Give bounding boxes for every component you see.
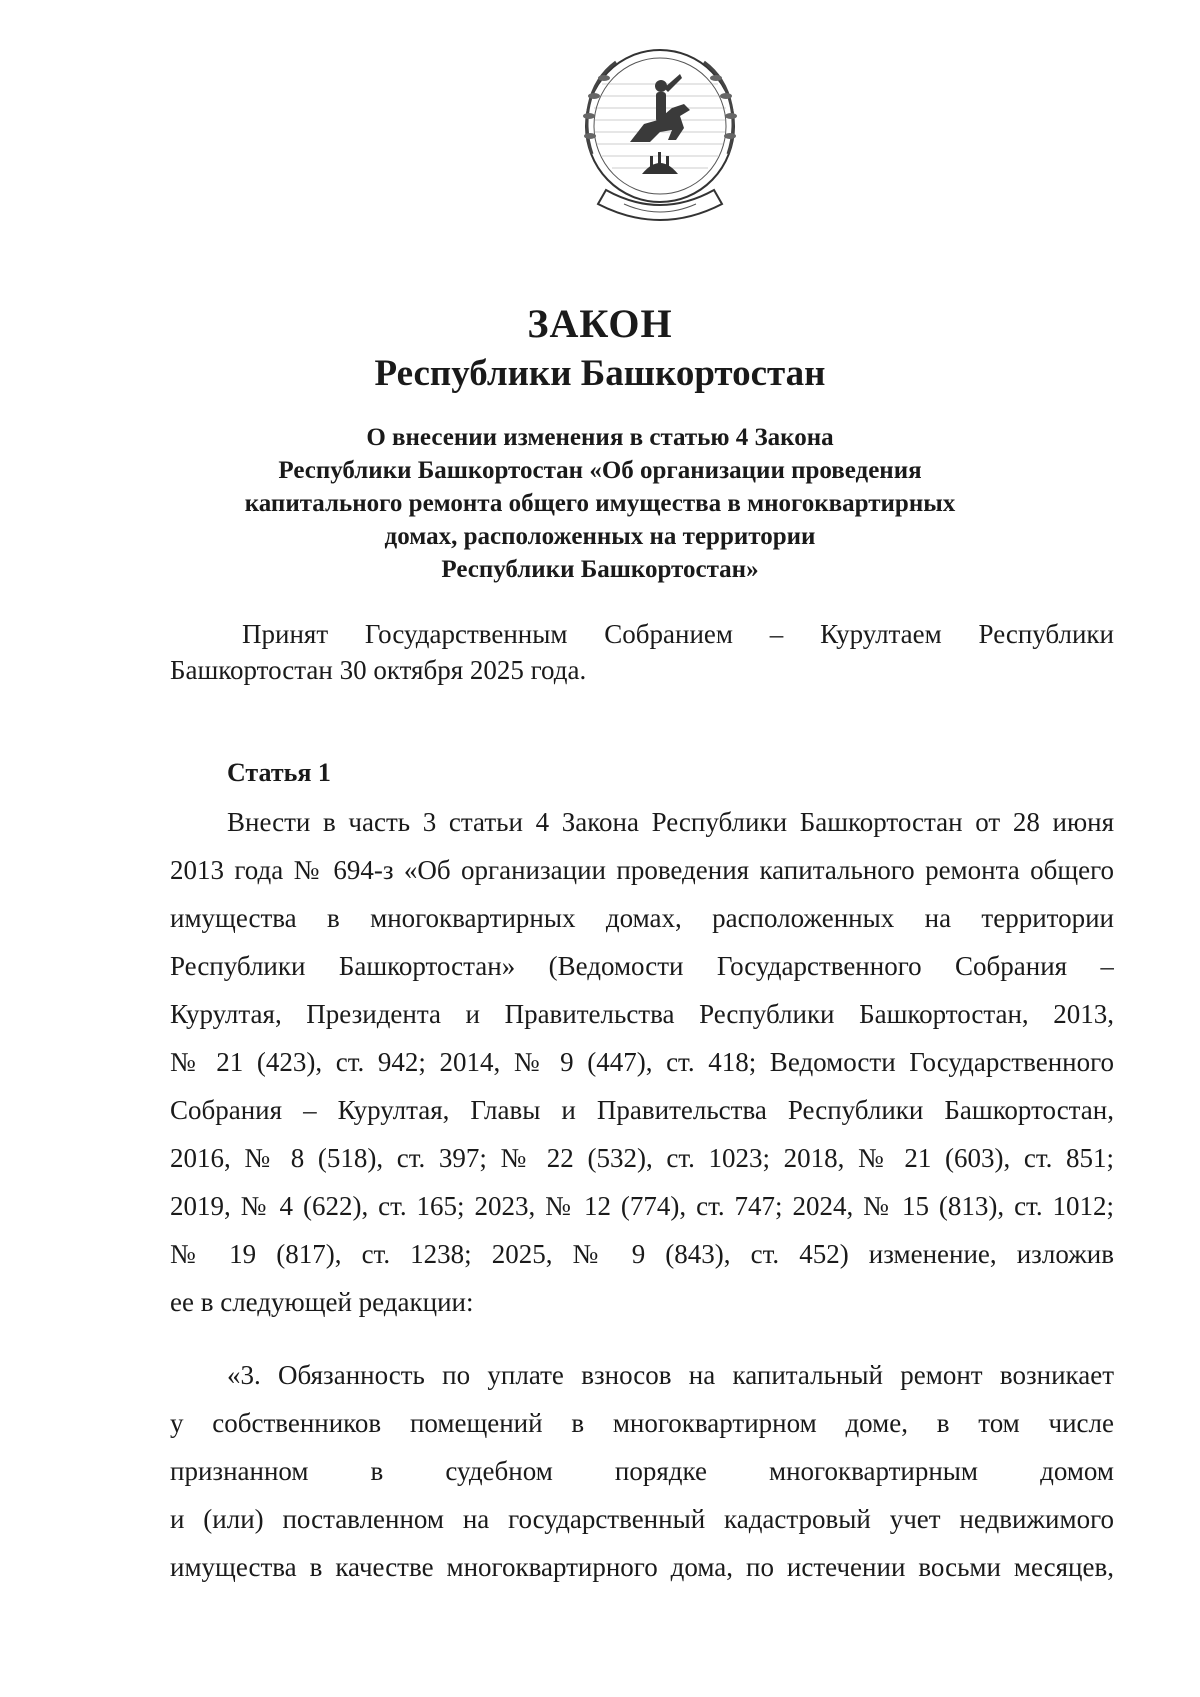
subject-line: О внесении изменения в статью 4 Закона [366,424,834,451]
adoption-line: Башкортостан 30 октября 2025 года. [170,655,587,685]
paragraph-line: 2013 года № 694-з «Об организации проведения капитального ремонта общего [170,855,1114,885]
paragraph-line: «3. Обязанность по уплате взносов на капитальный ремонт возникает [227,1360,1114,1390]
subject-line: капитального ремонта общего имущества в многоквартирных [244,490,956,517]
adoption-line: Принят Государственным Собранием – Курултаем Республики [242,619,1114,649]
issuer-title: Республики Башкортостан [374,353,826,394]
article-paragraph-1 [170,798,1114,1326]
paragraph-line: признанном в судебном порядке многоквартирным домом [170,1456,1114,1486]
subject-line: домах, расположенных на территории [384,523,816,550]
coat-of-arms-emblem [572,44,748,234]
adoption-statement [170,616,1114,688]
paragraph-line: у собственников помещений в многоквартирном доме, в том числе [170,1408,1114,1438]
subject-line: Республики Башкортостан «Об организации проведения [278,457,922,484]
paragraph-line: Собрания – Курултая, Главы и Правительства Республики Башкортостан, [170,1095,1114,1125]
paragraph-line: 2019, № 4 (622), ст. 165; 2023, № 12 (774), ст. 747; 2024, № 15 (813), ст. 1012; [170,1191,1114,1221]
paragraph-line: № 19 (817), ст. 1238; 2025, № 9 (843), ст. 452) изменение, изложив [170,1239,1114,1269]
article-paragraph-2 [170,1351,1114,1591]
paragraph-line: 2016, № 8 (518), ст. 397; № 22 (532), ст. 1023; 2018, № 21 (603), ст. 851; [170,1143,1114,1173]
paragraph-line: имущества в многоквартирных домах, расположенных на территории [170,903,1114,933]
paragraph-line: ее в следующей редакции: [170,1287,474,1317]
paragraph-line: Внести в часть 3 статьи 4 Закона Республики Башкортостан от 28 июня [227,807,1114,837]
document-type-title: ЗАКОН [527,301,673,346]
paragraph-line: № 21 (423), ст. 942; 2014, № 9 (447), ст. 418; Ведомости Государственного [170,1047,1114,1077]
article-heading: Статья 1 [227,758,331,787]
paragraph-line: и (или) поставленном на государственный кадастровый учет недвижимого [170,1504,1114,1534]
law-subject [180,421,1020,586]
paragraph-line: Республики Башкортостан» (Ведомости Государственного Собрания – [170,951,1114,981]
paragraph-line: имущества в качестве многоквартирного дома, по истечении восьми месяцев, [170,1552,1114,1582]
subject-line: Республики Башкортостан» [441,556,759,583]
paragraph-line: Курултая, Президента и Правительства Республики Башкортостан, 2013, [170,999,1114,1029]
